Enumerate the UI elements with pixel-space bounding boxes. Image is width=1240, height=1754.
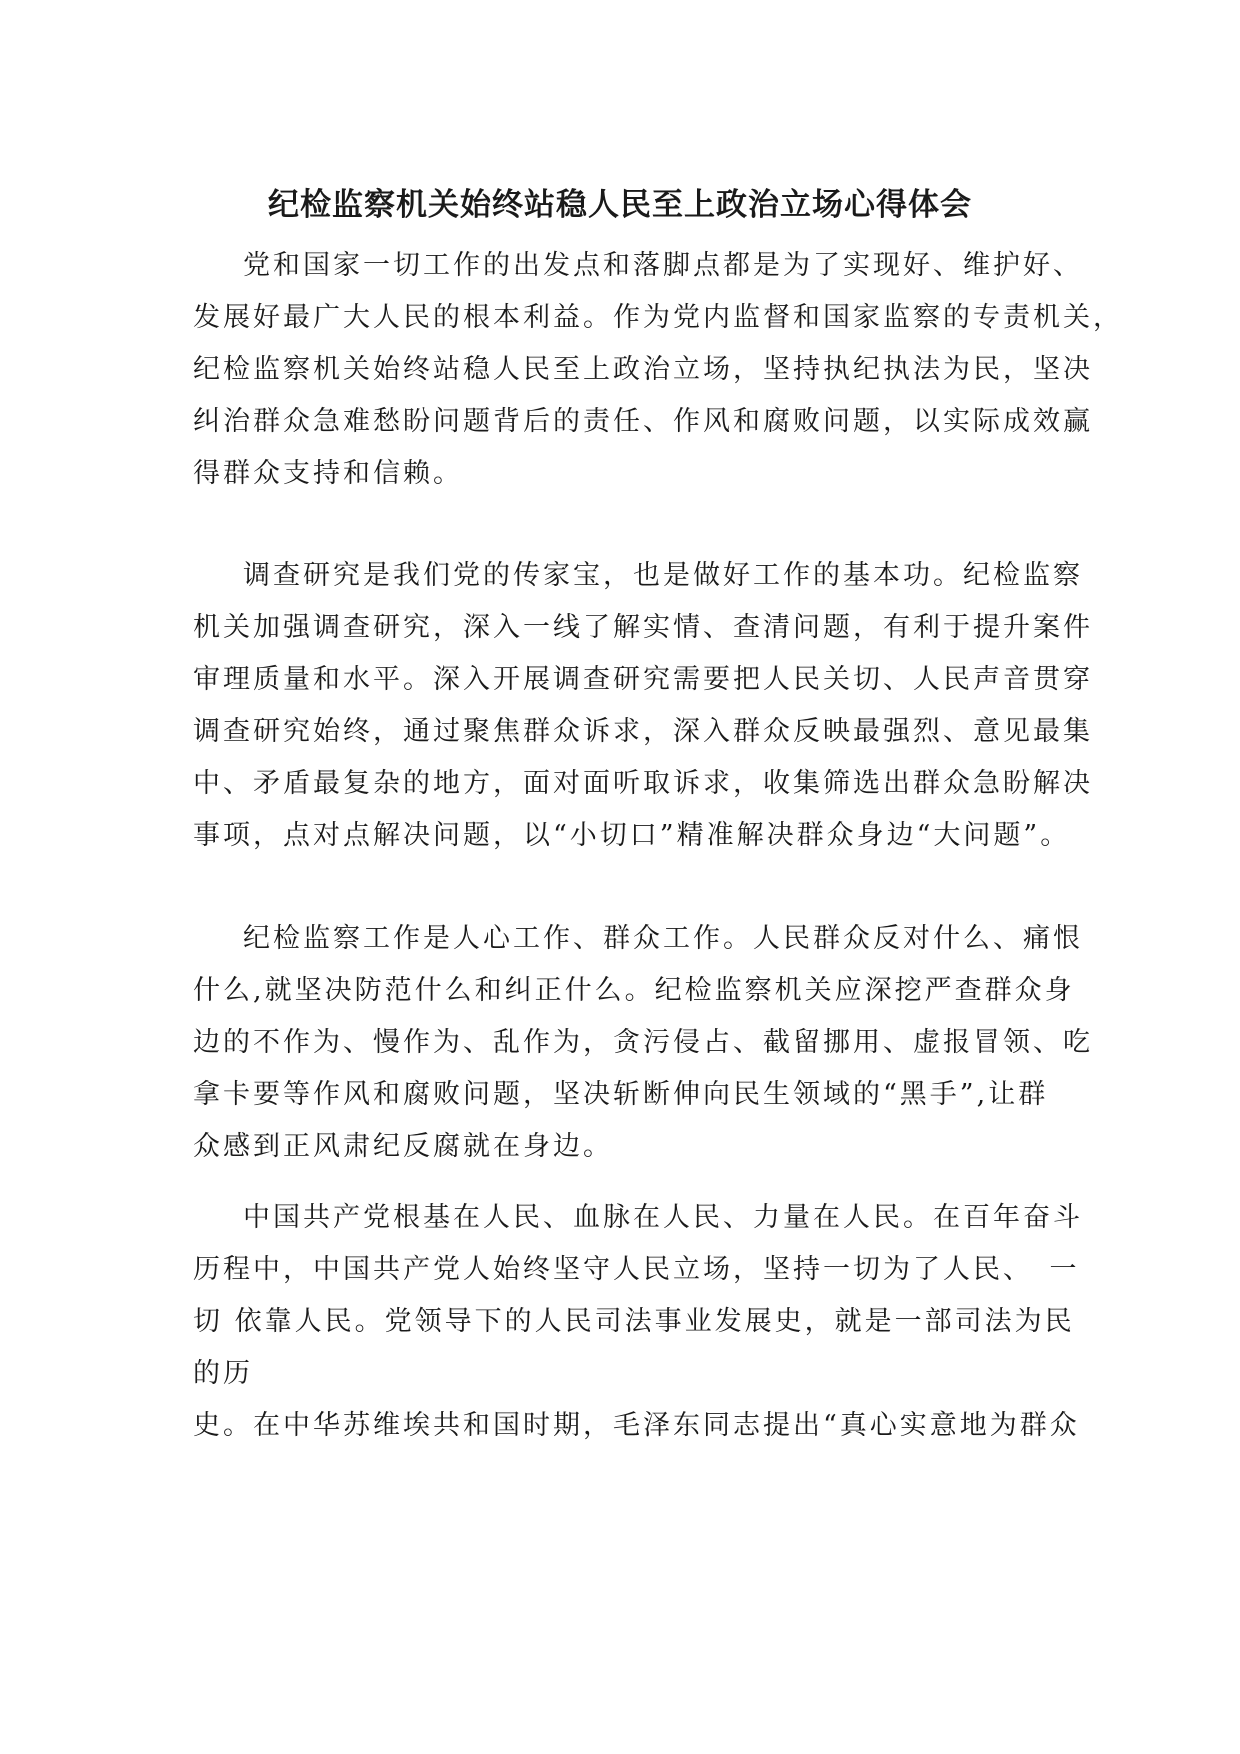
text-line: 边的不作为、慢作为、乱作为，贪污侵占、截留挪用、虚报冒领、吃	[193, 1027, 1093, 1058]
text-line: 得群众支持和信赖。	[193, 458, 463, 489]
text-line: 切 依靠人民。党领导下的人民司法事业发展史，就是一部司法为民	[193, 1306, 1075, 1337]
text-line: 史。在中华苏维埃共和国时期，毛泽东同志提出“真心实意地为群众	[193, 1410, 1080, 1441]
text-line: 什么,就坚决防范什么和纠正什么。纪检监察机关应深挖严查群众身	[193, 975, 1075, 1006]
text-line: 党和国家一切工作的出发点和落脚点都是为了实现好、维护好、	[243, 250, 1083, 281]
text-line: 的历	[193, 1358, 253, 1389]
document-title: 纪检监察机关始终站稳人民至上政治立场心得体会	[268, 187, 972, 223]
text-line: 机关加强调查研究，深入一线了解实情、查清问题，有利于提升案件	[193, 612, 1093, 643]
text-line: 发展好最广大人民的根本利益。作为党内监督和国家监察的专责机关，	[193, 302, 1123, 333]
text-line: 审理质量和水平。深入开展调查研究需要把人民关切、人民声音贯穿	[193, 664, 1093, 695]
text-line: 中、矛盾最复杂的地方，面对面听取诉求，收集筛选出群众急盼解决	[193, 768, 1093, 799]
text-line: 众感到正风肃纪反腐就在身边。	[193, 1131, 613, 1162]
text-line: 事项，点对点解决问题，以“小切口”精准解决群众身边“大问题”。	[193, 820, 1071, 851]
text-line: 调查研究是我们党的传家宝，也是做好工作的基本功。纪检监察	[243, 560, 1083, 591]
text-line: 纠治群众急难愁盼问题背后的责任、作风和腐败问题，以实际成效赢	[193, 406, 1093, 437]
text-line: 历程中，中国共产党人始终坚守人民立场，坚持一切为了人民、 一	[193, 1254, 1080, 1285]
text-line: 调查研究始终，通过聚焦群众诉求，深入群众反映最强烈、意见最集	[193, 716, 1093, 747]
text-line: 纪检监察工作是人心工作、群众工作。人民群众反对什么、痛恨	[243, 923, 1083, 954]
text-line: 拿卡要等作风和腐败问题，坚决斩断伸向民生领域的“黑手”,让群	[193, 1079, 1049, 1110]
text-line: 纪检监察机关始终站稳人民至上政治立场，坚持执纪执法为民，坚决	[193, 354, 1093, 385]
text-line: 中国共产党根基在人民、血脉在人民、力量在人民。在百年奋斗	[243, 1202, 1083, 1233]
